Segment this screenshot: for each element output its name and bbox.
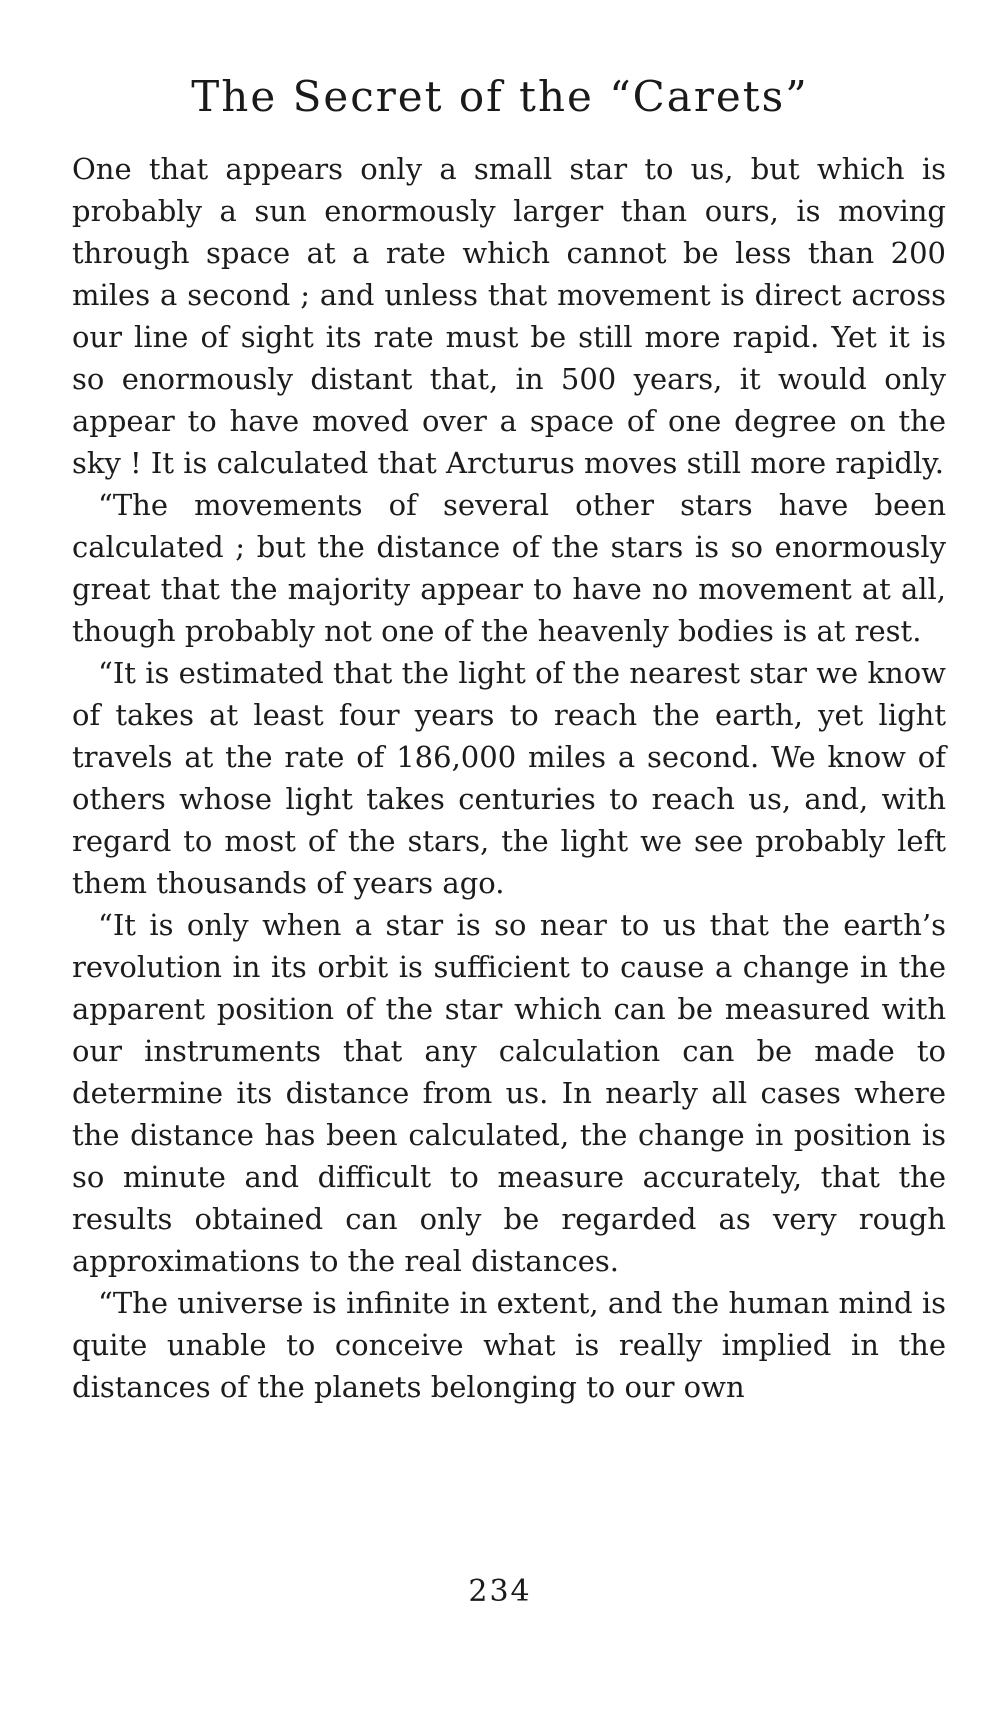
paragraph: “The movements of several other stars have been calculated ; but the distance of the stars is so enormously great that the majority appear to have no movement at all, though probably not one of the heavenly bodies is at rest. bbox=[72, 488, 946, 648]
paragraph: One that appears only a small star to us, but which is probably a sun enormously larger than ours, is moving through space at a rate which cannot be less than 200 miles a second ; and unless that movement is direct across our line of sight its rate must be still more rapid. Yet it is so enormously distant that, in 500 years, it would only appear to have moved over a space of one degree on the sky ! It is calculated that Arcturus moves still more rapidly. bbox=[72, 152, 946, 480]
paragraph: “It is only when a star is so near to us that the earth’s revolution in its orbit is sufficient to cause a change in the apparent position of the star which can be measured with our instruments that any calculation can be made to determine its distance from us. In nearly all cases where the distance has been calculated, the change in position is so minute and difficult to measure accurately, that the results obtained can only be regarded as very rough approximations to the real distances. bbox=[72, 908, 946, 1278]
page-number: 234 bbox=[468, 1574, 532, 1609]
running-head: The Secret of the “Carets” bbox=[191, 72, 809, 121]
paragraph: “It is estimated that the light of the nearest star we know of takes at least four years to reach the earth, yet light travels at the rate of 186,000 miles a second. We know of others whose light takes centuries to reach us, and, with regard to most of the stars, the light we see probably left them thousands of years ago. bbox=[72, 656, 946, 900]
paragraph: “The universe is infinite in extent, and the human mind is quite unable to conceive what is really implied in the distances of the planets belonging to our own bbox=[72, 1286, 946, 1404]
body-text bbox=[72, 148, 946, 1408]
